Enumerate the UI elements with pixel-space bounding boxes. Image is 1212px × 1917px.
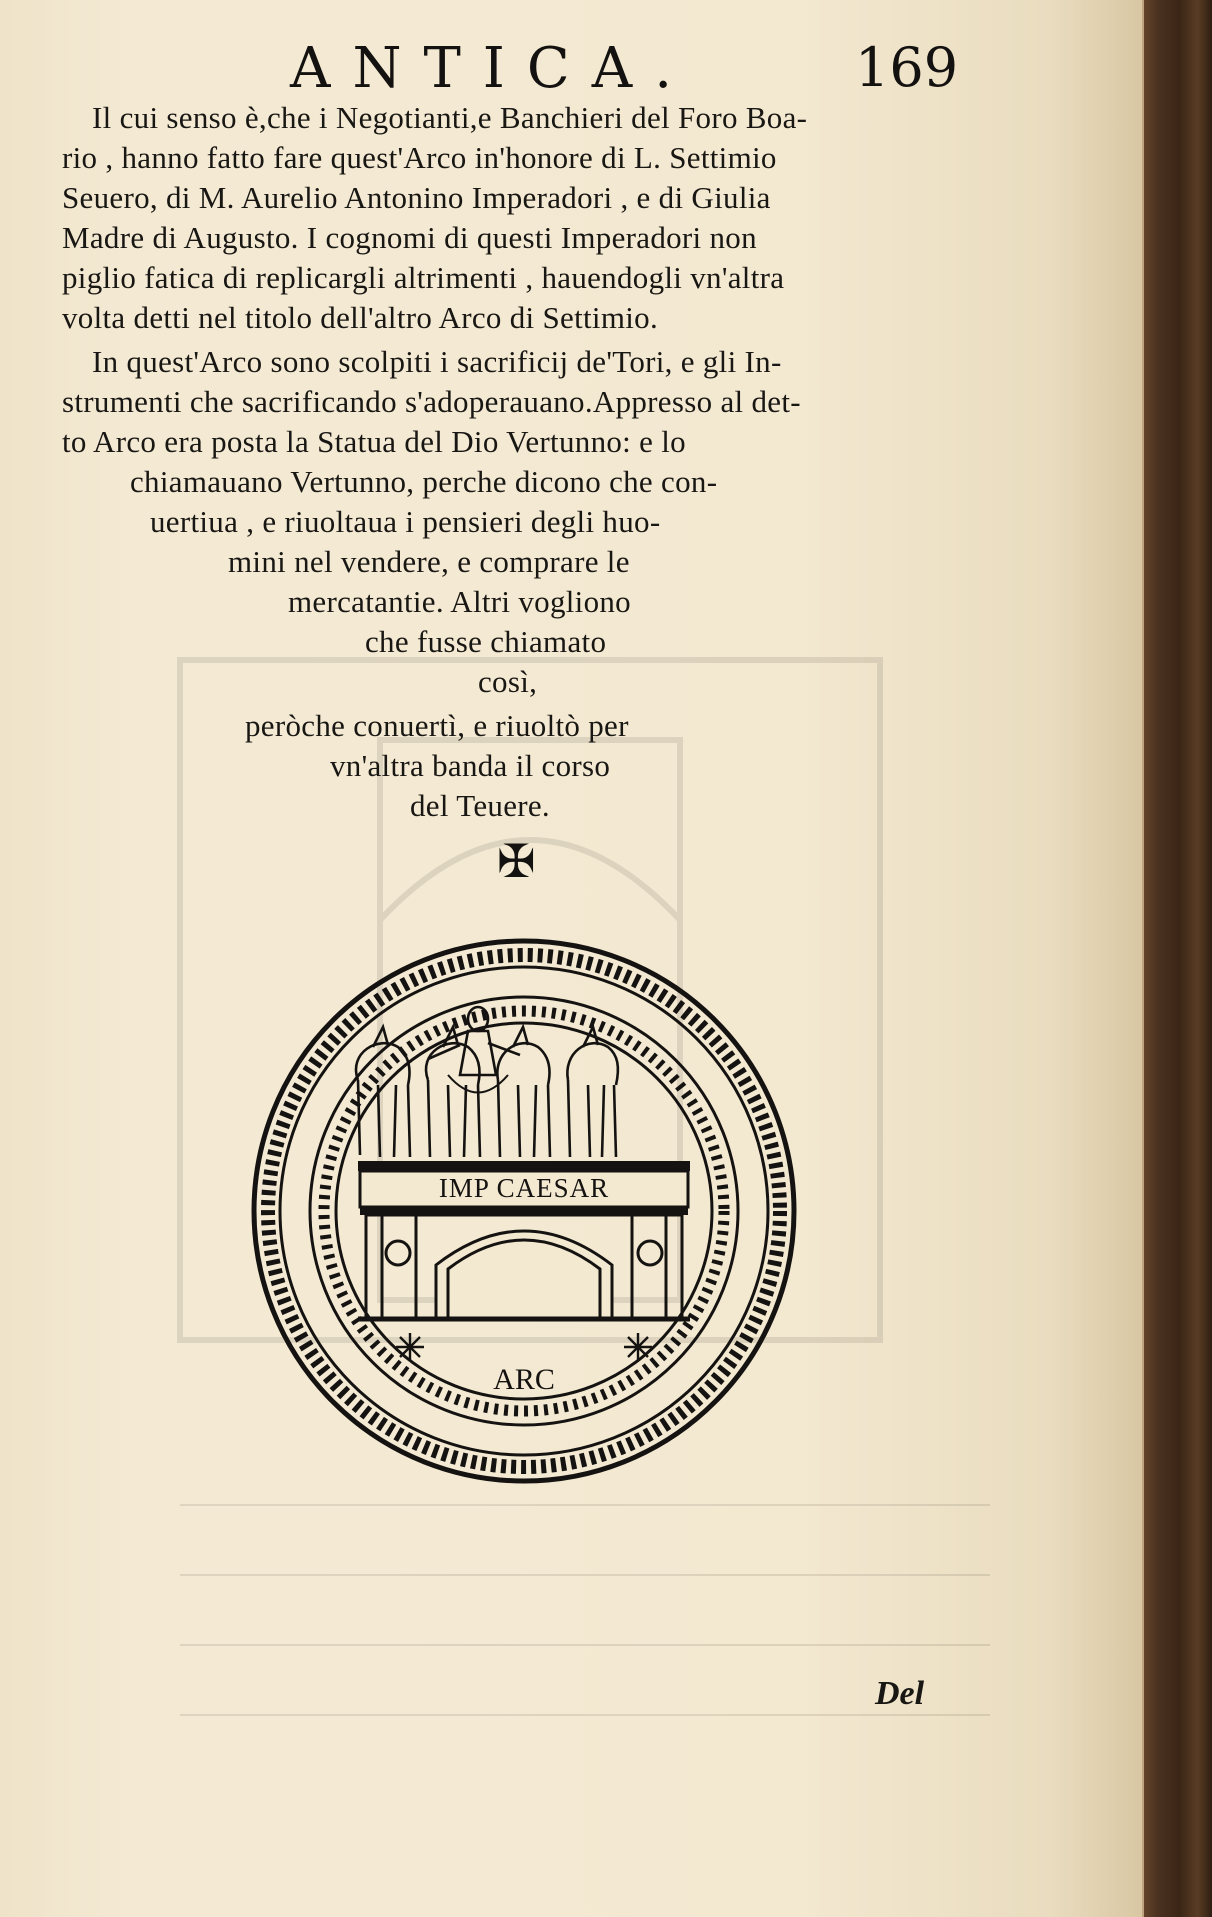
- catchword: Del: [875, 1675, 925, 1712]
- running-title: ANTICA.: [290, 36, 695, 101]
- text-line: così,: [478, 664, 538, 699]
- text-line: vn'altra banda il corso: [330, 748, 611, 783]
- medal-inscription: IMP CAESAR: [438, 1173, 610, 1203]
- triumphal-arch-icon: [358, 1215, 690, 1319]
- star-icon: [396, 1333, 652, 1361]
- page-header: [0, 36, 1142, 106]
- medal-legend: ARC: [493, 1363, 555, 1396]
- text-line: uertiua , e riuoltaua i pensieri degli huo-: [150, 504, 661, 539]
- text-line: strumenti che sacrificando s'adoperauano.Appresso al det-: [62, 384, 801, 419]
- text-line: piglio fatica di replicargli altrimenti , hauendogli vn'altra: [62, 260, 785, 295]
- page-number: 169: [855, 36, 959, 99]
- text-line: del Teuere.: [410, 788, 550, 823]
- text-line: mini nel vendere, e comprare le: [228, 544, 630, 579]
- text-line: Seuero, di M. Aurelio Antonino Imperadori , e di Giulia: [62, 180, 771, 215]
- text-line: to Arco era posta la Statua del Dio Vertunno: e lo: [62, 424, 686, 459]
- text-line: mercatantie. Altri vogliono: [288, 584, 631, 619]
- text-line: chiamauano Vertunno, perche dicono che con-: [130, 464, 718, 499]
- medal-woodcut: [248, 935, 800, 1487]
- book-spine: [1140, 0, 1212, 1917]
- text-line: In quest'Arco sono scolpiti i sacrificij de'Tori, e gli In-: [92, 344, 782, 379]
- text-line: peròche conuertì, e riuoltò per: [245, 708, 629, 743]
- cross-ornament: ✠: [497, 834, 536, 888]
- text-line: volta detti nel titolo dell'altro Arco di Settimio.: [62, 300, 659, 335]
- text-line: Madre di Augusto. I cognomi di questi Imperadori non: [62, 220, 757, 255]
- text-line: rio , hanno fatto fare quest'Arco in'honore di L. Settimio: [62, 140, 777, 175]
- text-line: che fusse chiamato: [365, 624, 607, 659]
- text-line: Il cui senso è,che i Negotianti,e Banchieri del Foro Boa-: [92, 100, 808, 135]
- quadriga-icon: [356, 1007, 618, 1157]
